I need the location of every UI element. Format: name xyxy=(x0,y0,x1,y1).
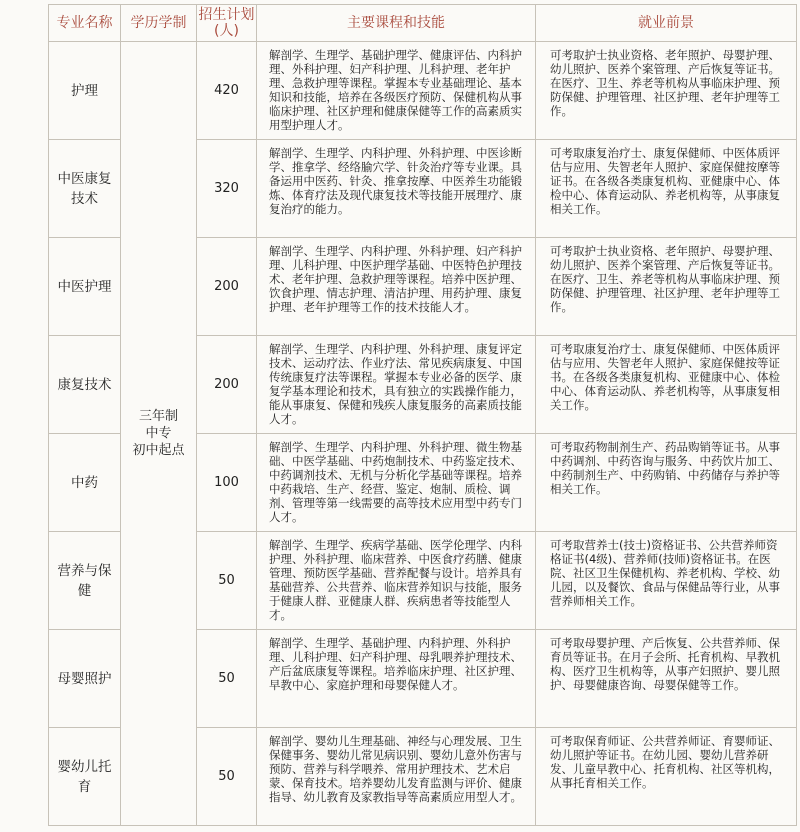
plan-count: 200 xyxy=(197,336,257,434)
major-name: 护理 xyxy=(49,42,121,140)
major-name: 母婴照护 xyxy=(49,630,121,728)
duration-line2: 中专 xyxy=(145,426,172,441)
duration-line1: 三年制 xyxy=(138,409,178,424)
major-name: 中药 xyxy=(49,434,121,532)
courses-text: 解剖学、生理学、基础护理、内科护理、外科护理、儿科护理、妇产科护理、母乳喂养护理技术、产后盆底康复等课程。培养临床护理、社区护理、早教中心、家庭护理和母婴保健人才。 xyxy=(257,630,536,728)
plan-count: 200 xyxy=(197,238,257,336)
prospects-text: 可考取保育师证、公共营养师证、育婴师证、幼儿照护等证书。在幼儿园、婴幼儿营养研发、儿童早教中心、托育机构、社区等机构，从事托育相关工作。 xyxy=(536,728,797,826)
major-name: 康复技术 xyxy=(49,336,121,434)
header-row xyxy=(49,5,797,42)
header-plan-line2: (人) xyxy=(214,23,239,39)
enrollment-table xyxy=(48,4,797,826)
courses-text: 解剖学、婴幼儿生理基础、神经与心理发展、卫生保健事务、婴幼儿常见病识别、婴幼儿意外伤害与预防、营养与科学喂养、常用护理技术、艺术启蒙、保育技术。培养婴幼儿发育监测与评价、健康指导、幼儿教育及家教指导等高素质应用型人才。 xyxy=(257,728,536,826)
plan-count: 50 xyxy=(197,532,257,630)
major-name: 中医康复技术 xyxy=(49,140,121,238)
header-courses: 主要课程和技能 xyxy=(257,5,536,42)
plan-count: 320 xyxy=(197,140,257,238)
courses-text: 解剖学、生理学、内科护理、外科护理、康复评定技术、运动疗法、作业疗法、常见疾病康复、中国传统康复疗法等课程。掌握本专业必备的医学、康复学基本理论和技术，具有独立的实践操作能力，能从事康复、保健和残疾人康复服务的高素质技能人才。 xyxy=(257,336,536,434)
prospects-text: 可考取康复治疗士、康复保健师、中医体质评估与应用、失智老年人照护、家庭保健按摩等证书。在各级各类康复机构、亚健康中心、体检中心、体育运动队、养老机构等，从事康复相关工作。 xyxy=(536,140,797,238)
prospects-text: 可考取药物制剂生产、药品购销等证书。从事中药调剂、中药咨询与服务、中药饮片加工、中药制剂生产、中药购销、中药储存与养护等相关工作。 xyxy=(536,434,797,532)
courses-text: 解剖学、生理学、内科护理、外科护理、中医诊断学、推拿学、经络腧穴学、针灸治疗等专业课。具备运用中医药、针灸、推拿按摩、中医养生功能锻炼、体育疗法及现代康复技术等技能开展理疗、康复治疗的能力。 xyxy=(257,140,536,238)
major-name: 婴幼儿托育 xyxy=(49,728,121,826)
table-row xyxy=(49,42,797,140)
major-name: 中医护理 xyxy=(49,238,121,336)
plan-count: 50 xyxy=(197,728,257,826)
header-prospects: 就业前景 xyxy=(536,5,797,42)
duration-line3: 初中起点 xyxy=(132,443,185,458)
courses-text: 解剖学、生理学、疾病学基础、医学伦理学、内科护理、外科护理、临床营养、中医食疗药膳、健康管理、预防医学基础、营养配餐与设计。培养具有基础营养、公共营养、临床营养知识与技能，服务于健康人群、亚健康人群、疾病患者等技能型人才。 xyxy=(257,532,536,630)
plan-count: 50 xyxy=(197,630,257,728)
prospects-text: 可考取护士执业资格、老年照护、母婴护理、幼儿照护、医养个案管理、产后恢复等证书。在医疗、卫生、养老等机构从事临床护理、预防保健、护理管理、社区护理、老年护理等工作。 xyxy=(536,42,797,140)
header-plan xyxy=(197,5,257,42)
plan-count: 100 xyxy=(197,434,257,532)
major-name: 营养与保健 xyxy=(49,532,121,630)
courses-text: 解剖学、生理学、内科护理、外科护理、微生物基础、中医学基础、中药炮制技术、中药鉴定技术、中药调剂技术、无机与分析化学基础等课程。培养中药栽培、生产、经营、鉴定、炮制、质检、调剂、管理等第一线需要的高等技术应用型中药专门人才。 xyxy=(257,434,536,532)
courses-text: 解剖学、生理学、基础护理学、健康评估、内科护理、外科护理、妇产科护理、儿科护理、老年护理、急救护理等课程。掌握本专业基础理论、基本知识和技能，培养在各级医疗预防、保健机构从事临床护理、社区护理和健康保健等工作的高素质实用型护理人才。 xyxy=(257,42,536,140)
header-plan-line1: 招生计划 xyxy=(198,7,255,23)
plan-count: 420 xyxy=(197,42,257,140)
prospects-text: 可考取母婴护理、产后恢复、公共营养师、保育员等证书。在月子会所、托育机构、早教机构、医疗卫生机构等，从事产妇照护、婴儿照护、母婴健康咨询、母婴保健等工作。 xyxy=(536,630,797,728)
duration-cell xyxy=(121,42,197,826)
courses-text: 解剖学、生理学、内科护理、外科护理、妇产科护理、儿科护理、中医护理学基础、中医特色护理技术、老年护理、急救护理等课程。培养中医护理、饮食护理、情志护理、清洁护理、用药护理、康复护理、老年护理等工作的技术技能人才。 xyxy=(257,238,536,336)
header-duration: 学历学制 xyxy=(121,5,197,42)
prospects-text: 可考取护士执业资格、老年照护、母婴护理、幼儿照护、医养个案管理、产后恢复等证书。在医疗、卫生、养老等机构从事临床护理、预防保健、护理管理、社区护理、老年护理等工作。 xyxy=(536,238,797,336)
header-major: 专业名称 xyxy=(49,5,121,42)
prospects-text: 可考取康复治疗士、康复保健师、中医体质评估与应用、失智老年人照护、家庭保健按等证书。在各级各类康复机构、亚健康中心、体检中心、体育运动队、养老机构等，从事康复相关工作。 xyxy=(536,336,797,434)
prospects-text: 可考取营养士(技士)资格证书、公共营养师资格证书(4级)、营养师(技师)资格证书。在医院、社区卫生保健机构、养老机构、学校、幼儿园，以及餐饮、食品与保健品等行业，从事营养师相关工作。 xyxy=(536,532,797,630)
